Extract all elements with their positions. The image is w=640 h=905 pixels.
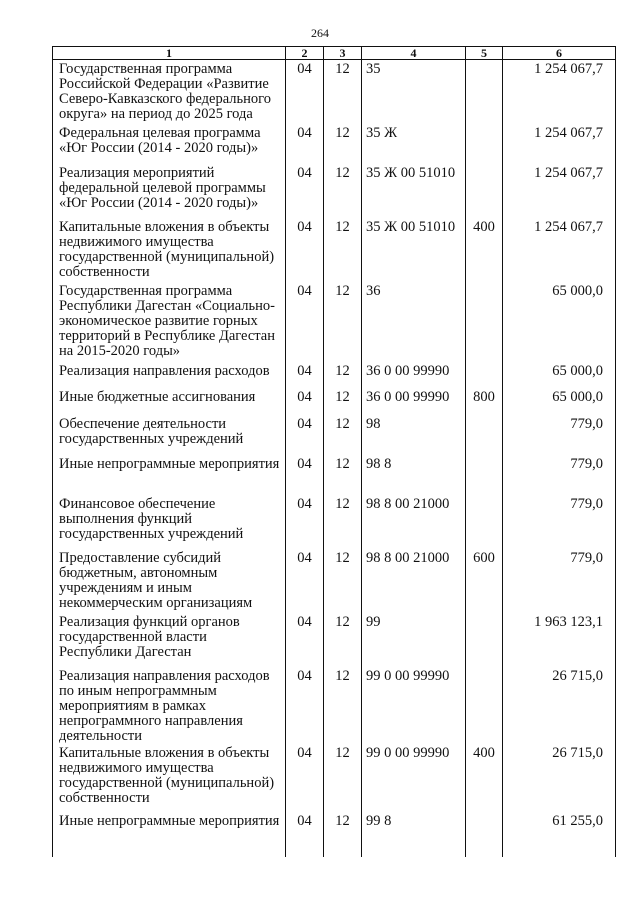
row-section: 04 [286,60,324,124]
row-subsection: 12 [324,744,362,812]
row-target-code: 36 [362,282,466,362]
table-row [53,218,616,282]
row-subsection: 12 [324,60,362,124]
table-row [53,60,616,124]
row-amount: 26 715,0 [503,667,616,744]
row-subsection: 12 [324,667,362,744]
row-amount: 65 000,0 [503,362,616,388]
row-section: 04 [286,388,324,415]
row-subsection: 12 [324,218,362,282]
table-row [53,124,616,164]
row-target-code: 35 [362,60,466,124]
row-subsection: 12 [324,362,362,388]
row-expense-type [466,495,503,549]
row-section: 04 [286,124,324,164]
row-target-code: 98 [362,415,466,455]
row-amount: 1 254 067,7 [503,164,616,218]
row-target-code: 98 8 00 21000 [362,549,466,613]
row-name: Реализация направления расходов [53,362,286,388]
row-subsection: 12 [324,164,362,218]
row-name: Реализация функций органов государственной власти Республики Дагестан [53,613,286,667]
row-expense-type [466,362,503,388]
row-amount: 779,0 [503,549,616,613]
table-row [53,613,616,667]
row-expense-type [466,282,503,362]
row-target-code: 98 8 00 21000 [362,495,466,549]
row-subsection: 12 [324,549,362,613]
row-name: Иные непрограммные мероприятия [53,455,286,495]
row-expense-type: 400 [466,744,503,812]
row-section: 04 [286,362,324,388]
row-expense-type [466,124,503,164]
row-section: 04 [286,667,324,744]
row-target-code: 99 8 [362,812,466,857]
row-name: Государственная программа Республики Дагестан «Социально-экономическое развитие горных территорий в Республике Дагестан на 2015-2020 годы» [53,282,286,362]
row-amount: 779,0 [503,495,616,549]
row-subsection: 12 [324,282,362,362]
row-amount: 65 000,0 [503,282,616,362]
row-name: Капитальные вложения в объекты недвижимого имущества государственной (муниципальной) собственности [53,218,286,282]
table-row [53,362,616,388]
row-name: Федеральная целевая программа «Юг России (2014 - 2020 годы)» [53,124,286,164]
row-target-code: 35 Ж 00 51010 [362,218,466,282]
header-col-5: 5 [466,47,503,60]
header-col-2: 2 [286,47,324,60]
row-name: Финансовое обеспечение выполнения функций государственных учреждений [53,495,286,549]
row-expense-type [466,667,503,744]
row-amount: 1 254 067,7 [503,218,616,282]
row-section: 04 [286,455,324,495]
row-target-code: 99 [362,613,466,667]
row-name: Иные непрограммные мероприятия [53,812,286,857]
page-number: 264 [311,26,329,40]
table-row [53,282,616,362]
table-row [53,744,616,812]
row-section: 04 [286,613,324,667]
header-col-4: 4 [362,47,466,60]
row-expense-type [466,164,503,218]
row-expense-type [466,613,503,667]
table-row [53,667,616,744]
table-row [53,415,616,455]
row-expense-type: 400 [466,218,503,282]
row-amount: 1 254 067,7 [503,60,616,124]
row-subsection: 12 [324,455,362,495]
row-expense-type: 600 [466,549,503,613]
row-name: Обеспечение деятельности государственных учреждений [53,415,286,455]
row-section: 04 [286,282,324,362]
budget-table [52,46,616,857]
row-section: 04 [286,164,324,218]
header-col-3: 3 [324,47,362,60]
row-amount: 65 000,0 [503,388,616,415]
row-section: 04 [286,744,324,812]
row-expense-type [466,415,503,455]
table-row [53,549,616,613]
row-target-code: 99 0 00 99990 [362,744,466,812]
row-expense-type: 800 [466,388,503,415]
row-name: Реализация направления расходов по иным непрограммным мероприятиям в рамках непрограммного направления деятельности [53,667,286,744]
row-target-code: 35 Ж 00 51010 [362,164,466,218]
row-section: 04 [286,812,324,857]
header-row [53,47,616,60]
table-row [53,164,616,218]
row-expense-type [466,60,503,124]
row-section: 04 [286,415,324,455]
row-name: Капитальные вложения в объекты недвижимого имущества государственной (муниципальной) собственности [53,744,286,812]
row-subsection: 12 [324,812,362,857]
row-subsection: 12 [324,495,362,549]
row-expense-type [466,812,503,857]
row-target-code: 35 Ж [362,124,466,164]
row-target-code: 98 8 [362,455,466,495]
row-amount: 779,0 [503,455,616,495]
row-section: 04 [286,549,324,613]
row-section: 04 [286,495,324,549]
table-row [53,388,616,415]
table-row [53,812,616,857]
header-col-6: 6 [503,47,616,60]
row-amount: 779,0 [503,415,616,455]
table-row [53,495,616,549]
row-target-code: 36 0 00 99990 [362,388,466,415]
row-target-code: 99 0 00 99990 [362,667,466,744]
row-subsection: 12 [324,124,362,164]
row-amount: 26 715,0 [503,744,616,812]
row-name: Иные бюджетные ассигнования [53,388,286,415]
row-section: 04 [286,218,324,282]
table-row [53,455,616,495]
row-amount: 1 254 067,7 [503,124,616,164]
row-expense-type [466,455,503,495]
row-subsection: 12 [324,613,362,667]
row-amount: 1 963 123,1 [503,613,616,667]
row-name: Реализация мероприятий федеральной целевой программы «Юг России (2014 - 2020 годы)» [53,164,286,218]
row-name: Государственная программа Российской Федерации «Развитие Северо-Кавказского федерального округа» на период до 2025 года [53,60,286,124]
row-subsection: 12 [324,388,362,415]
row-name: Предоставление субсидий бюджетным, автономным учреждениям и иным некоммерческим организациям [53,549,286,613]
row-target-code: 36 0 00 99990 [362,362,466,388]
row-amount: 61 255,0 [503,812,616,857]
row-subsection: 12 [324,415,362,455]
header-col-1: 1 [53,47,286,60]
